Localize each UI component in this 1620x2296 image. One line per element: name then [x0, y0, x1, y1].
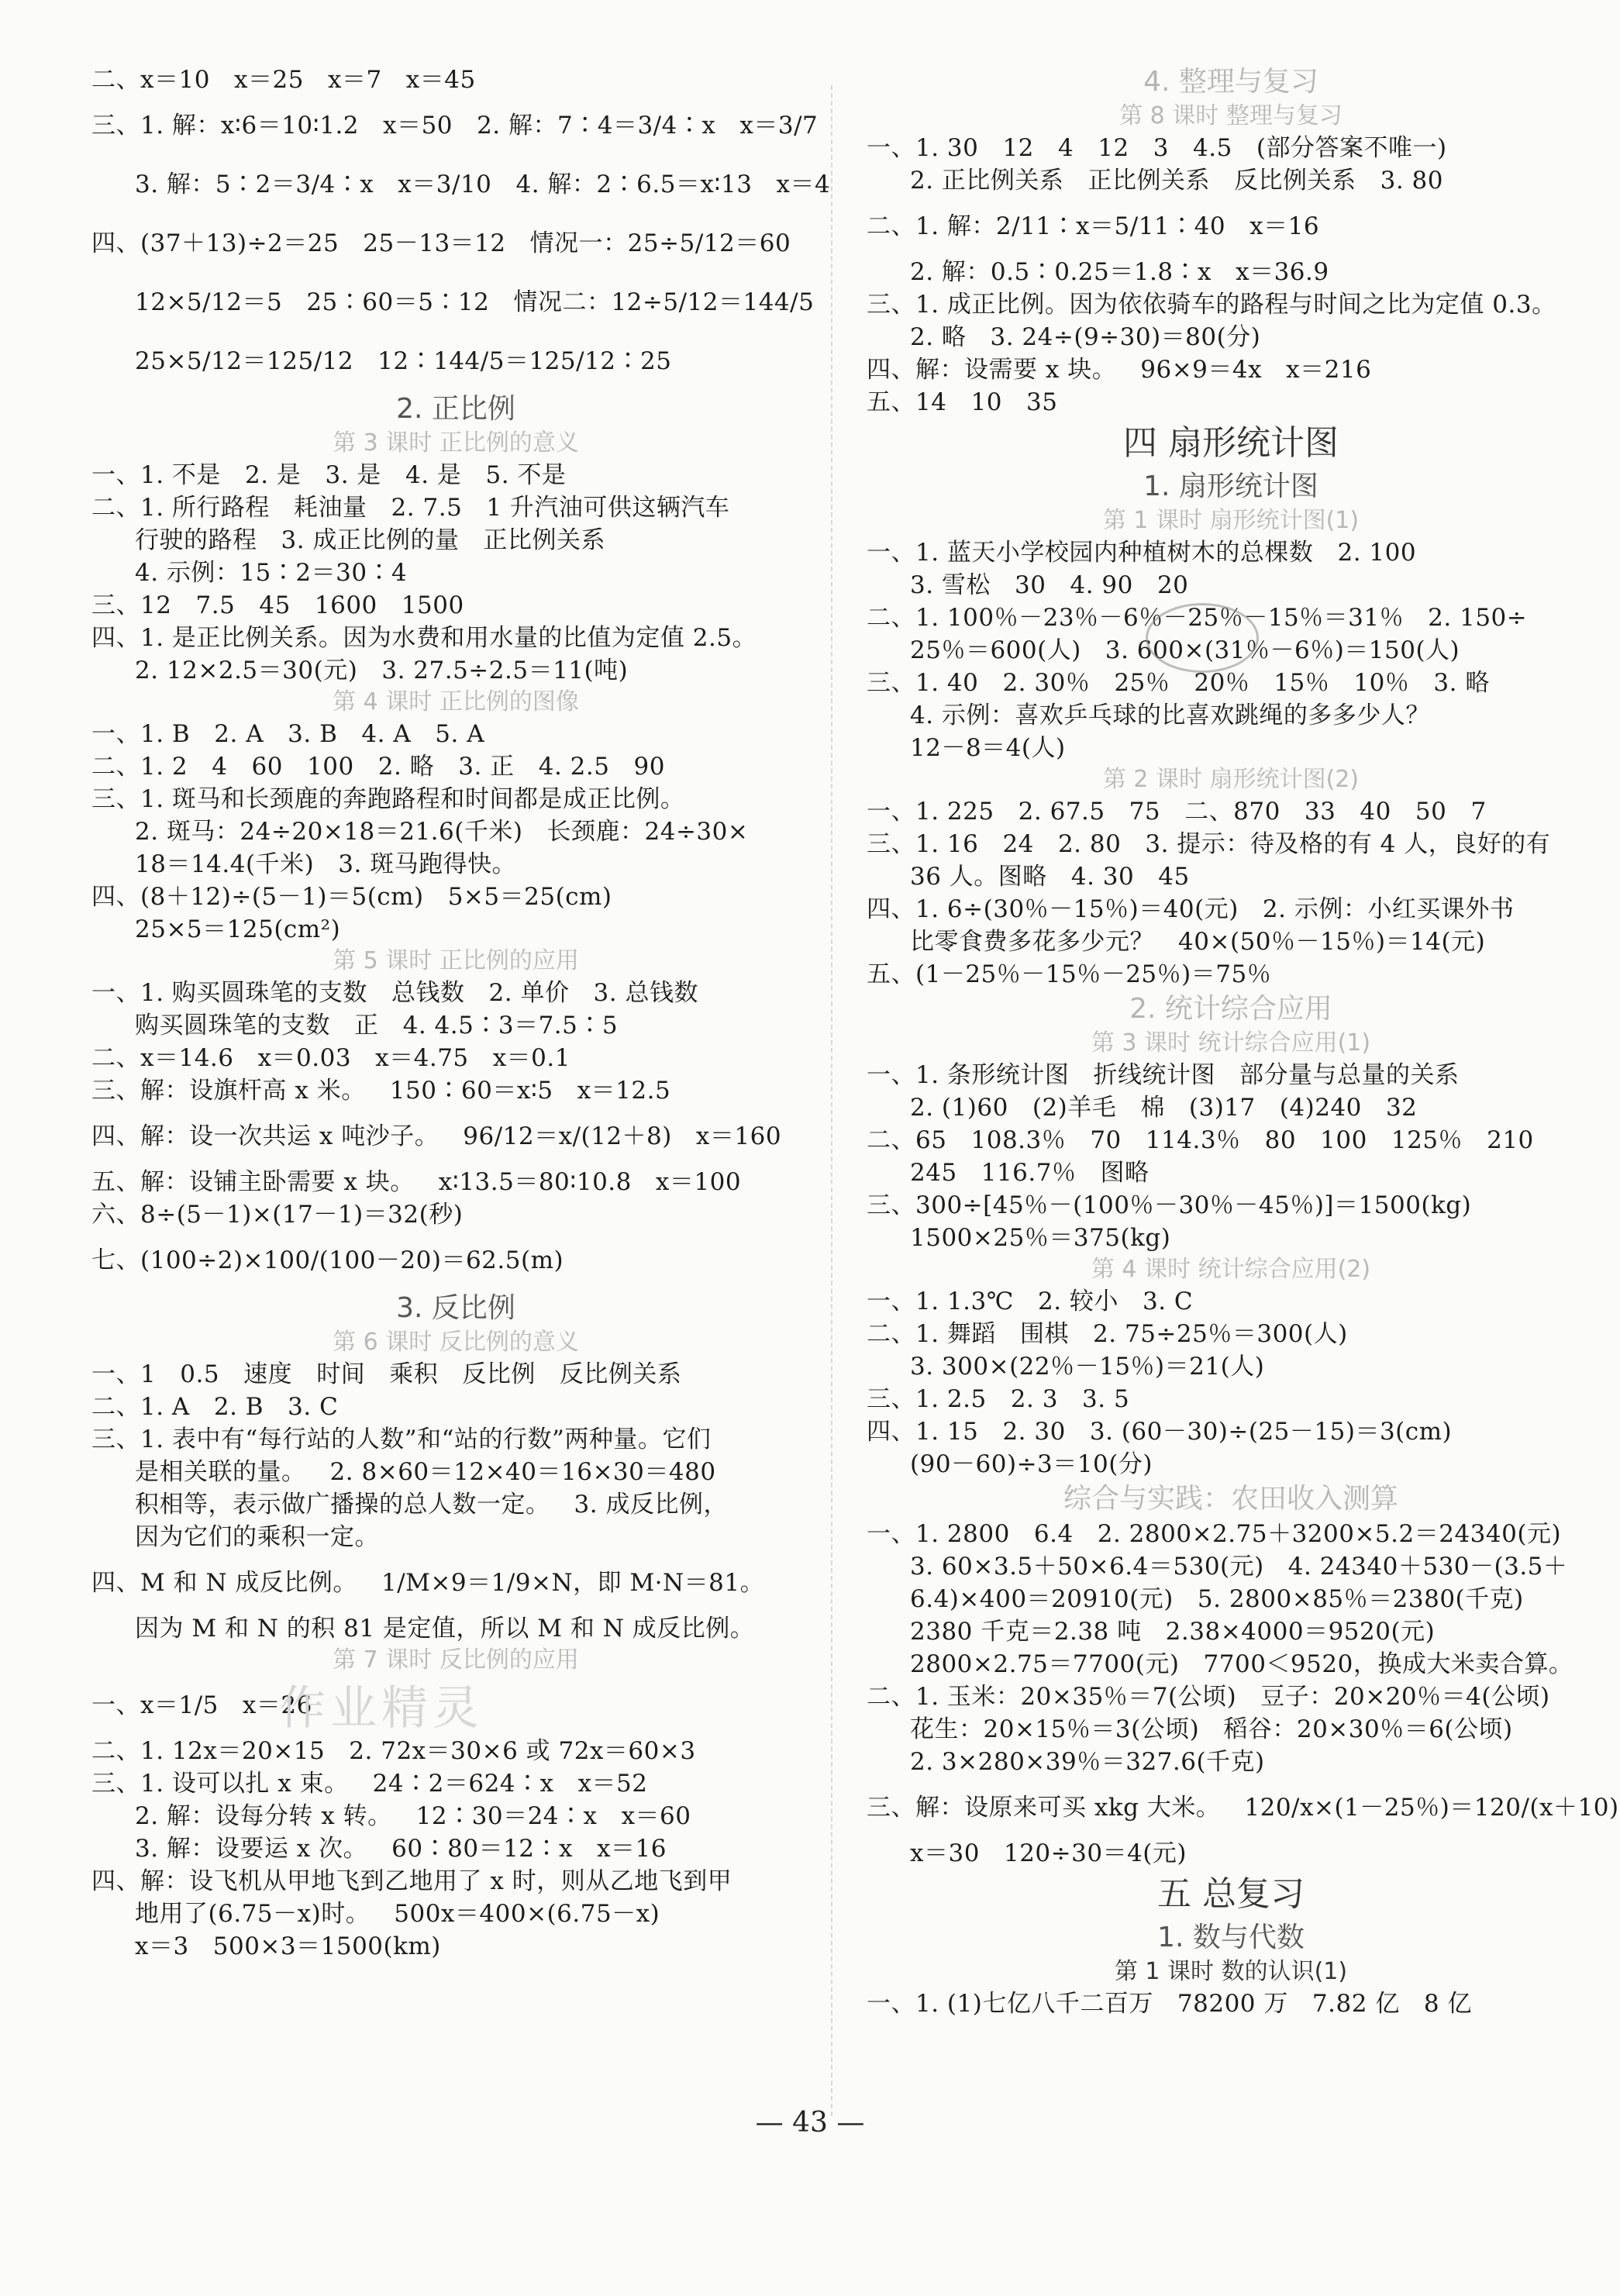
answer-line: (90－60)÷3＝10(分)	[910, 1450, 1153, 1478]
answer-line: 三、1. 成正比例。因为依依骑车的路程与时间之比为定值 0.3。	[867, 291, 1556, 319]
section-heading: 2. 正比例	[396, 393, 515, 425]
answer-line: 一、1. 2800 6.4 2. 2800×2.75＋3200×5.2＝24340(元)	[867, 1520, 1562, 1548]
answer-line: 四、1. 6÷(30％－15％)＝40(元) 2. 示例：小红买课外书	[867, 895, 1515, 923]
lesson-heading: 第 4 课时 统计综合应用(2)	[1091, 1256, 1371, 1283]
answer-line: 四、解：设飞机从甲地飞到乙地用了 x 时，则从乙地飞到甲	[91, 1867, 732, 1895]
answer-line: 3. 解：5∶2＝3/4∶x x＝3/10 4. 解：2∶6.5＝x∶13 x＝4	[135, 171, 831, 198]
answer-line: 2380 千克＝2.38 吨 2.38×4000＝9520(元)	[910, 1618, 1436, 1646]
answer-line: 2. 正比例关系 正比例关系 反比例关系 3. 80	[910, 167, 1443, 195]
answer-line: 2. (1)60 (2)羊毛 棉 (3)17 (4)240 32	[910, 1094, 1418, 1122]
answer-line: 因为 M 和 N 的积 81 是定值，所以 M 和 N 成反比例。	[135, 1615, 755, 1643]
section-heading: 3. 反比例	[396, 1292, 515, 1324]
answer-line: 245 116.7％ 图略	[910, 1159, 1150, 1187]
answer-line: 36 人。图略 4. 30 45	[910, 863, 1190, 891]
section-heading: 综合与实践：农田收入测算	[1063, 1483, 1398, 1515]
answer-line: 2. 解：0.5∶0.25＝1.8∶x x＝36.9	[910, 258, 1329, 286]
answer-line: 2800×2.75＝7700(元) 7700＜9520，换成大米卖合算。	[910, 1650, 1573, 1678]
lesson-heading: 第 6 课时 反比例的意义	[333, 1329, 579, 1356]
stamp-mark	[1146, 603, 1259, 673]
answer-line: 三、1. 2.5 2. 3 3. 5	[867, 1385, 1130, 1413]
answer-line: 2. 解：设每分转 x 转。 12∶30＝24∶x x＝60	[135, 1802, 691, 1830]
answer-line: 二、1. 100％－23％－6％－25％－15％＝31％ 2. 150÷	[867, 604, 1528, 632]
section-heading: 4. 整理与复习	[1143, 66, 1318, 98]
answer-line: 三、1. 40 2. 30％ 25％ 20％ 15％ 10％ 3. 略	[867, 669, 1490, 697]
answer-line: 4. 示例：喜欢乒乓球的比喜欢跳绳的多多少人？	[910, 702, 1430, 729]
answer-line: 四、1. 是正比例关系。因为水费和用水量的比值为定值 2.5。	[91, 624, 757, 652]
answer-line: 因为它们的乘积一定。	[135, 1523, 379, 1551]
lesson-heading: 第 3 课时 正比例的意义	[333, 429, 579, 457]
answer-line: 二、1. 舞蹈 围棋 2. 75÷25％＝300(人)	[867, 1320, 1348, 1348]
answer-line: 地用了(6.75－x)时。 500x＝400×(6.75－x)	[135, 1900, 660, 1928]
watermark: 作业精灵	[279, 1681, 484, 1736]
answer-line: 2. 略 3. 24÷(9÷30)＝80(分)	[910, 323, 1261, 351]
answer-line: 四、解：设需要 x 块。 96×9＝4x x＝216	[867, 356, 1372, 384]
chapter-heading: 四 扇形统计图	[1123, 423, 1339, 463]
answer-line: 二、1. 所行路程 耗油量 2. 7.5 1 升汽油可供这辆汽车	[91, 494, 730, 522]
answer-line: 七、(100÷2)×100/(100－20)＝62.5(m)	[91, 1246, 564, 1274]
answer-line: 是相关联的量。 2. 8×60＝12×40＝16×30＝480	[135, 1458, 716, 1486]
lesson-heading: 第 2 课时 扇形统计图(2)	[1102, 766, 1360, 793]
answer-line: x＝30 120÷30＝4(元)	[910, 1839, 1187, 1867]
answer-line: 四、M 和 N 成反比例。 1/M×9＝1/9×N，即 M·N＝81。	[91, 1569, 765, 1597]
answer-line: 三、1. 表中有“每行站的人数”和“站的行数”两种量。它们	[91, 1426, 712, 1453]
answer-line: 一、1. 225 2. 67.5 75 二、870 33 40 50 7	[867, 798, 1487, 826]
column-divider	[831, 85, 832, 2116]
answer-line: 花生：20×15％＝3(公顷) 稻谷：20×30％＝6(公顷)	[910, 1715, 1513, 1743]
answer-line: 三、解：设原来可买 xkg 大米。 120/x×(1－25％)＝120/(x＋10)	[867, 1794, 1619, 1822]
answer-line: 2. 12×2.5＝30(元) 3. 27.5÷2.5＝11(吨)	[135, 657, 629, 684]
lesson-heading: 第 7 课时 反比例的应用	[333, 1646, 579, 1674]
answer-line: 3. 60×3.5＋50×6.4＝530(元) 4. 24340＋530－(3.5＋	[910, 1553, 1568, 1581]
answer-line: 一、1. B 2. A 3. B 4. A 5. A	[91, 720, 485, 748]
section-heading: 1. 数与代数	[1157, 1922, 1305, 1953]
answer-line: 25×5＝125(cm²)	[135, 915, 341, 943]
lesson-heading: 第 5 课时 正比例的应用	[333, 947, 579, 974]
answer-line: 一、1. (1)七亿八千二百万 78200 万 7.82 亿 8 亿	[867, 1990, 1472, 2018]
answer-line: 三、1. 16 24 2. 80 3. 提示：待及格的有 4 人，良好的有	[867, 830, 1551, 858]
answer-line: 一、1. 购买圆珠笔的支数 总钱数 2. 单价 3. 总钱数	[91, 979, 698, 1007]
answer-line: 一、1 0.5 速度 时间 乘积 反比例 反比例关系	[91, 1360, 682, 1388]
answer-line: 二、1. 2 4 60 100 2. 略 3. 正 4. 2.5 90	[91, 753, 665, 781]
answer-line: 二、x＝14.6 x＝0.03 x＝4.75 x＝0.1	[91, 1044, 570, 1072]
answer-line: 一、1. 蓝天小学校园内种植树木的总棵数 2. 100	[867, 539, 1417, 567]
answer-line: 四、(37＋13)÷2＝25 25－13＝12 情况一：25÷5/12＝60	[91, 229, 791, 257]
answer-line: 一、1. 30 12 4 12 3 4.5 (部分答案不唯一)	[867, 134, 1447, 162]
lesson-heading: 第 3 课时 统计综合应用(1)	[1091, 1029, 1371, 1057]
answer-line: 三、1. 设可以扎 x 束。 24∶2＝624∶x x＝52	[91, 1770, 648, 1798]
answer-line: 比零食费多花多少元？ 40×(50％－15％)＝14(元)	[910, 928, 1486, 956]
answer-line: 一、1. 1.3℃ 2. 较小 3. C	[867, 1288, 1194, 1315]
answer-line: 一、x＝1/5 x＝26	[91, 1691, 312, 1719]
answer-line: 25×5/12＝125/12 12∶144/5＝125/12∶25	[135, 347, 672, 375]
answer-line: 二、x＝10 x＝25 x＝7 x＝45	[91, 66, 476, 94]
answer-line: 三、300÷[45％－(100％－30％－45％)]＝1500(kg)	[867, 1191, 1472, 1219]
answer-line: 购买圆珠笔的支数 正 4. 4.5∶3＝7.5∶5	[135, 1012, 619, 1039]
answer-line: 二、65 108.3％ 70 114.3％ 80 100 125％ 210	[867, 1126, 1534, 1154]
answer-line: 6.4)×400＝20910(元) 5. 2800×85％＝2380(千克)	[910, 1585, 1524, 1613]
lesson-heading: 第 1 课时 数的认识(1)	[1114, 1958, 1348, 1985]
answer-line: 六、8÷(5－1)×(17－1)＝32(秒)	[91, 1201, 464, 1229]
answer-line: 五、(1－25％－15％－25％)＝75％	[867, 960, 1272, 988]
answer-line: 四、1. 15 2. 30 3. (60－30)÷(25－15)＝3(cm)	[867, 1418, 1453, 1446]
answer-line: 3. 解：设要运 x 次。 60∶80＝12∶x x＝16	[135, 1835, 667, 1863]
answer-line: 一、1. 不是 2. 是 3. 是 4. 是 5. 不是	[91, 461, 567, 489]
answer-line: 二、1. 玉米：20×35％＝7(公顷) 豆子：20×20％＝4(公顷)	[867, 1683, 1550, 1711]
answer-line: 4. 示例：15∶2＝30∶4	[135, 559, 408, 587]
answer-line: 12－8＝4(人)	[910, 734, 1066, 762]
chapter-heading: 五 总复习	[1157, 1874, 1305, 1914]
section-heading: 1. 扇形统计图	[1143, 471, 1318, 502]
answer-line: 1500×25％＝375(kg)	[910, 1224, 1171, 1252]
section-heading: 2. 统计综合应用	[1129, 993, 1332, 1025]
answer-line: 12×5/12＝5 25∶60＝5∶12 情况二：12÷5/12＝144/5	[135, 288, 815, 316]
answer-line: 二、1. A 2. B 3. C	[91, 1393, 339, 1421]
answer-line: 三、12 7.5 45 1600 1500	[91, 591, 464, 619]
answer-line: 四、解：设一次共运 x 吨沙子。 96/12＝x/(12＋8) x＝160	[91, 1122, 782, 1150]
answer-line: 三、1. 解：x∶6＝10∶1.2 x＝50 2. 解：7∶4＝3/4∶x x＝3/7	[91, 112, 819, 140]
lesson-heading: 第 8 课时 整理与复习	[1119, 102, 1343, 129]
answer-line: 2. 斑马：24÷20×18＝21.6(千米) 长颈鹿：24÷30×	[135, 818, 749, 846]
answer-line: 3. 雪松 30 4. 90 20	[910, 571, 1189, 599]
answer-line: 18＝14.4(千米) 3. 斑马跑得快。	[135, 850, 517, 878]
answer-line: 3. 300×(22％－15％)＝21(人)	[910, 1353, 1265, 1381]
answer-line: 五、14 10 35	[867, 388, 1058, 416]
lesson-heading: 第 1 课时 扇形统计图(1)	[1102, 507, 1360, 534]
answer-line: 一、1. 条形统计图 折线统计图 部分量与总量的关系	[867, 1061, 1460, 1089]
answer-line: 行驶的路程 3. 成正比例的量 正比例关系	[135, 526, 606, 554]
answer-line: 二、1. 12x＝20×15 2. 72x＝30×6 或 72x＝60×3	[91, 1737, 696, 1765]
answer-line: 三、1. 斑马和长颈鹿的奔跑路程和时间都是成正比例。	[91, 785, 685, 813]
right-column	[867, 64, 1619, 2020]
page-number: — 43 —	[755, 2107, 865, 2139]
answer-line: 二、1. 解：2/11∶x＝5/11∶40 x＝16	[867, 212, 1320, 240]
answer-line: x＝3 500×3＝1500(km)	[135, 1932, 441, 1960]
answer-line: 25％＝600(人) 3. 600×(31％－6％)＝150(人)	[910, 636, 1460, 664]
answer-line: 积相等，表示做广播操的总人数一定。 3. 成反比例，	[135, 1491, 728, 1519]
answer-line: 四、(8＋12)÷(5－1)＝5(cm) 5×5＝25(cm)	[91, 883, 612, 911]
answer-line: 三、解：设旗杆高 x 米。 150∶60＝x∶5 x＝12.5	[91, 1077, 671, 1105]
answer-line: 五、解：设铺主卧需要 x 块。 x∶13.5＝80∶10.8 x＝100	[91, 1168, 742, 1196]
answer-line: 2. 3×280×39％＝327.6(千克)	[910, 1748, 1265, 1776]
lesson-heading: 第 4 课时 正比例的图像	[333, 688, 579, 715]
